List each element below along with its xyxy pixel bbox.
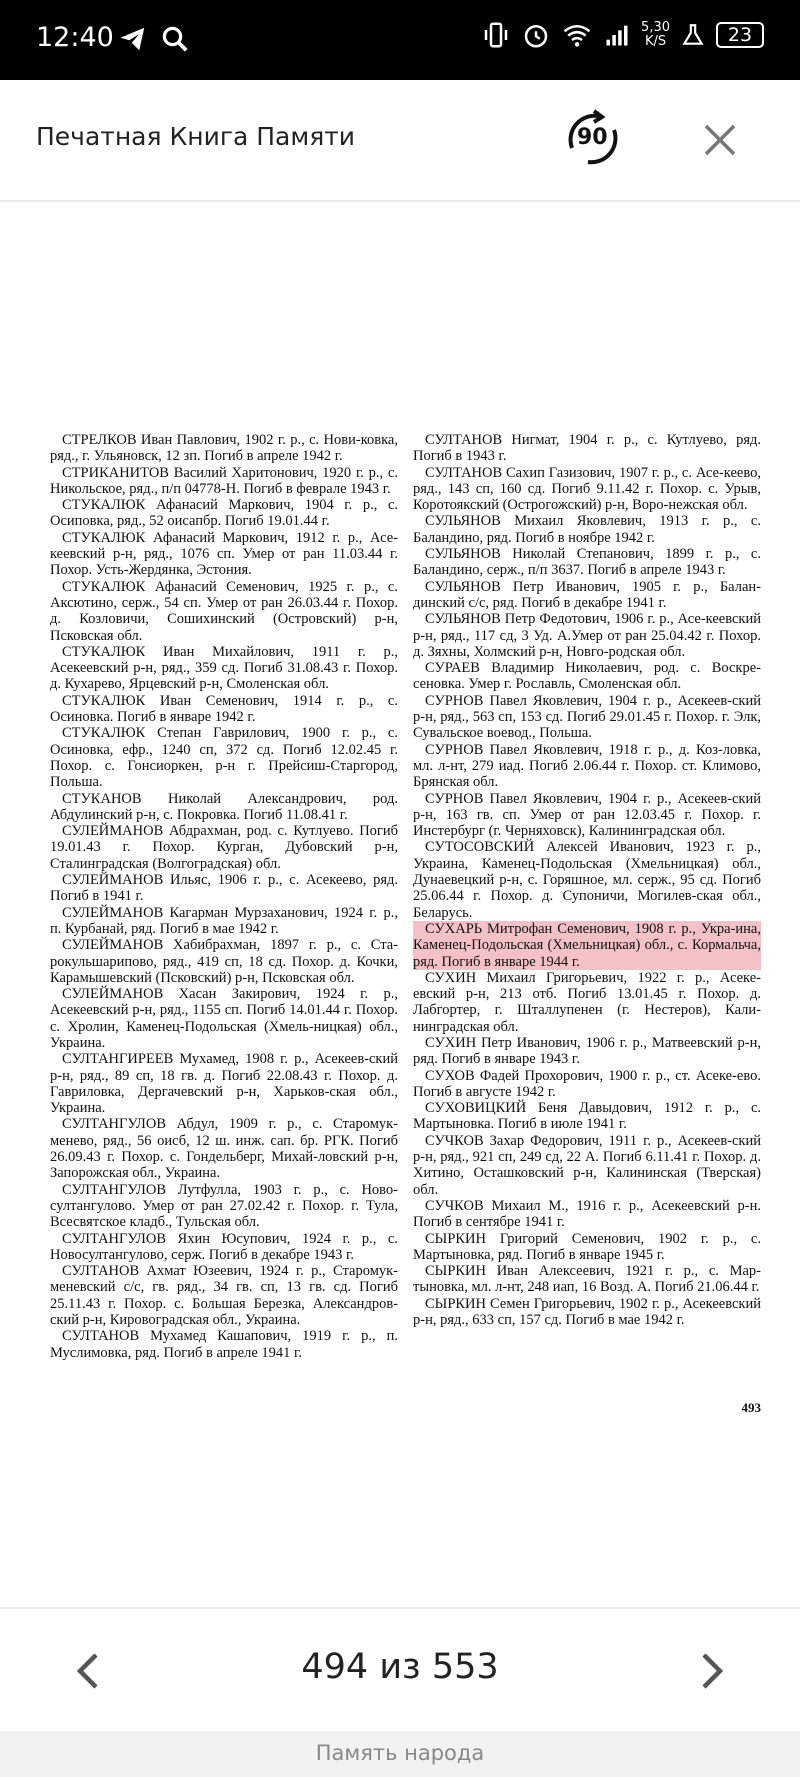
header-bar: [0, 80, 800, 202]
total-pages: 553: [431, 1647, 499, 1687]
memorial-entry: СУЛТАНГИРЕЕВ Мухамед, 1908 г. р., Асекеев-ский р-н, ряд., 89 сп, 18 гв. д. Погиб 22.08.43 г. Похор. д. Гавриловка, Дергачевский р-н, Харьков-ская обл., Украина.: [50, 1051, 398, 1117]
memorial-entry: СУЛТАНОВ Сахип Газизович, 1907 г. р., с. Асе-кеево, ряд., 143 сп, 160 сд. Погиб 9.11.42 г. Похор. с. Урыв, Коротоякский (Острогожский) р-н, Воро-нежская обл.: [413, 464, 761, 514]
close-icon: [700, 120, 740, 160]
alarm-icon: [521, 20, 551, 50]
rotate-button[interactable]: [560, 108, 626, 168]
page-navigation: [0, 1607, 800, 1731]
scanned-page: [40, 432, 775, 1642]
wifi-icon: [561, 20, 593, 50]
vibrate-icon: [481, 20, 511, 50]
memorial-entry: СУЛЕЙМАНОВ Абдрахман, род. с. Кутлуево. Погиб 19.01.43 г. Похор. Курган, Дубовский р-н, Сталинградская (Волгоградская) обл.: [50, 823, 398, 872]
network-speed: 5,30 K/S: [641, 20, 670, 49]
memorial-entry: СУЛЕЙМАНОВ Кагарман Мурзаханович, 1924 г. р., п. Курбанай, ряд. Погиб в мае 1942 г.: [50, 904, 398, 937]
memorial-entry: СТРИКАНИТОВ Василий Харитонович, 1920 г. р., с. Никольское, ряд., п/п 04778-Н. Погиб в феврале 1943 г.: [50, 464, 398, 497]
memorial-entry: СЫРКИН Семен Григорьевич, 1902 г. р., Асекеевский р-н, ряд., 633 сп, 157 сд. Погиб в мае 1942 г.: [413, 1295, 761, 1329]
memorial-entry: СУЛТАНГУЛОВ Абдул, 1909 г. р., с. Старомук-менево, ряд., 56 оисб, 12 ш. инж. сап. бр. РГК. Погиб 26.09.43 г. Похор. с. Гондельберг, Михай-ловский р-н, Запорожская обл., Украина.: [50, 1116, 398, 1182]
rotate-label: 90: [577, 125, 608, 150]
memorial-entry: СТУКАЛЮК Афанасий Маркович, 1904 г. р., с. Осиповка, ряд., 52 оисапбр. Погиб 19.01.44 г.: [50, 497, 398, 530]
highlighted-entry: СУХАРЬ Митрофан Семенович, 1908 г. р., Укра-ина, Каменец-Подольская (Хмельницкая) обл., с. Кормальча, ряд. Погиб в январе 1944 г.: [413, 920, 761, 970]
memorial-entry: СУРНОВ Павел Яковлевич, 1904 г. р., Асекеев-ский р-н, 163 гв. сп. Умер от ран 12.03.45 г. Похор. г. Инстербург (г. Черняховск), Калининградская обл.: [413, 790, 761, 840]
memorial-entry: СТУКАЛЮК Иван Семенович, 1914 г. р., с. Осиновка. Погиб в январе 1942 г.: [50, 692, 398, 726]
memorial-entry: СТУКАЛЮК Афанасий Маркович, 1912 г. р., Асе-кеевский р-н, ряд., 1076 сп. Умер от ран 11.03.44 г. Похор. Усть-Жердянка, Эстония.: [50, 529, 398, 579]
right-column: [413, 432, 761, 1328]
memorial-entry: СУХИН Петр Иванович, 1906 г. р., Матвеевский р-н, ряд. Погиб в январе 1943 г.: [413, 1034, 761, 1068]
flask-icon: [680, 20, 706, 50]
memorial-entry: СУЛЬЯНОВ Петр Иванович, 1905 г. р., Балан-динский с/с, ряд. Погиб в декабре 1941 г.: [413, 578, 761, 611]
memorial-entry: СУЛЕЙМАНОВ Хасан Закирович, 1924 г. р., Асекеевский р-н, ряд., 1155 сп. Погиб 14.01.44 г. Похор. с. Хролин, Каменец-Подольская (Хмель-ницкая) обл., Украина.: [50, 986, 398, 1051]
memorial-entry: СУЧКОВ Захар Федорович, 1911 г. р., Асекеев-ский р-н, ряд., 921 сп, 249 сд, 22 А. Погиб 6.11.41 г. Похор. д. Хитино, Осташковский р-н, Калининская (Тверская) обл.: [413, 1132, 761, 1198]
memorial-entry: СУРНОВ Павел Яковлевич, 1904 г. р., Асекеев-ский р-н, ряд., 563 сп, 153 сд. Погиб 29.01.45 г. Похор. г. Элк, Сувальское воевод., Польша.: [413, 692, 761, 742]
telegram-icon: [118, 24, 148, 54]
memorial-entry: СУХИН Михаил Григорьевич, 1922 г. р., Асеке-евский р-н, 213 отб. Погиб 13.01.45 г. Похор. д. Лабгортер, г. Шталлупенен (г. Нестеров), Кали-нинградская обл.: [413, 969, 761, 1035]
memorial-entry: СУЛТАНОВ Ахмат Юзеевич, 1924 г. р., Старомук-меневский с/с, гв. ряд., 34 гв. сп, 13 гв. сд. Погиб 25.11.43 г. Похор. с. Большая Березка, Александров-ский р-н, Кировоградская обл., Украина.: [50, 1263, 398, 1329]
memorial-entry: СУРНОВ Павел Яковлевич, 1918 г. р., д. Коз-ловка, мл. л-нт, 279 иад. Погиб 2.06.44 г. Похор. ст. Климово, Брянская обл.: [413, 741, 761, 791]
memorial-entry: СУЛЬЯНОВ Николай Степанович, 1899 г. р., с. Баландино, серж., п/п 3637. Погиб в апреле 1943 г.: [413, 546, 761, 579]
memorial-entry: СУЛЕЙМАНОВ Ильяс, 1906 г. р., с. Асекеево, ряд. Погиб в 1941 г.: [50, 872, 398, 905]
close-button[interactable]: [700, 120, 740, 160]
memorial-entry: СТУКАЛЮК Степан Гаврилович, 1900 г. р., с. Осиновка, ефр., 1240 сп, 372 сд. Погиб 12.02.45 г. Похор. с. Гонсиоркен, р-н г. Прейсиш-Старгород, Польша.: [50, 725, 398, 791]
left-column: [50, 432, 398, 1361]
app-footer: Память народа: [0, 1731, 800, 1777]
memorial-entry: СУЛТАНОВ Нигмат, 1904 г. р., с. Кутлуево, ряд. Погиб в 1943 г.: [413, 432, 761, 465]
memorial-entry: СУЛЕЙМАНОВ Хабибрахман, 1897 г. р., с. Ста-рокульшарипово, ряд., 419 сп, 18 сд. Похор. д. Кочки, Карамышевский (Псковский) р-н, Псковская обл.: [50, 937, 398, 986]
memorial-entry: СУХОВ Фадей Прохорович, 1900 г. р., ст. Асеке-ево. Погиб в августе 1942 г.: [413, 1067, 761, 1100]
page-title: Печатная Книга Памяти: [36, 122, 356, 151]
chevron-right-icon: [692, 1649, 732, 1693]
search-icon: [160, 24, 190, 54]
memorial-entry: СУЛТАНГУЛОВ Лутфулла, 1903 г. р., с. Ново-султангулово. Умер от ран 27.02.42 г. Похор. г. Тула, Всесвятское кладб., Тульская обл.: [50, 1181, 398, 1231]
document-viewer[interactable]: [0, 202, 800, 1607]
current-page: 494: [301, 1647, 369, 1687]
memorial-entry: СТУКАЛЮК Афанасий Семенович, 1925 г. р., с. Аксютино, серж., 54 сп. Умер от ран 26.03.44 г. Похор. д. Козловичи, Сошихинский (Островский) р-н, Псковская обл.: [50, 578, 398, 644]
memorial-entry: СУЛТАНГУЛОВ Яхин Юсупович, 1924 г. р., с. Новосултангулово, серж. Погиб в декабре 1943 г.: [50, 1230, 398, 1263]
memorial-entry: СТРЕЛКОВ Иван Павлович, 1902 г. р., с. Нови-ковка, ряд., г. Ульяновск, 12 зп. Погиб в апреле 1942 г.: [50, 432, 398, 465]
next-page-button[interactable]: [692, 1649, 732, 1693]
page-counter: [0, 1647, 800, 1687]
memorial-entry: СТУКАЛЮК Иван Михайлович, 1911 г. р., Асекеевский р-н, ряд., 359 сд. Погиб 31.08.43 г. Похор. д. Кухарево, Ярцевский р-н, Смоленская обл.: [50, 643, 398, 693]
signal-icon: [603, 20, 631, 50]
clock: 12:40: [36, 22, 114, 53]
memorial-entry: СЫРКИН Иван Алексеевич, 1921 г. р., с. Мар-тыновка, мл. л-нт, 248 иап, 16 Возд. А. Погиб 21.06.44 г.: [413, 1263, 761, 1296]
page-number: 493: [741, 1400, 761, 1415]
memorial-entry: СТУКАНОВ Николай Александрович, род. Абдулинский р-н, с. Покровка. Погиб 11.08.41 г.: [50, 790, 398, 823]
memorial-entry: СЫРКИН Григорий Семенович, 1902 г. р., с. Мартыновка, ряд. Погиб в январе 1945 г.: [413, 1230, 761, 1263]
memorial-entry: СУЛЬЯНОВ Петр Федотович, 1906 г. р., Асе-кеевский р-н, ряд., 117 сд, 3 Уд. А.Умер от ран 25.04.42 г. Похор. д. Зяхны, Холмский р-н, Новго-родская обл.: [413, 611, 761, 660]
memorial-entry: СУЧКОВ Михаил М., 1916 г. р., Асекеевский р-н. Погиб в сентябре 1941 г.: [413, 1197, 761, 1231]
page-separator: из: [379, 1647, 421, 1687]
memorial-entry: СУХОВИЦКИЙ Беня Давыдович, 1912 г. р., с. Мартыновка. Погиб в июле 1941 г.: [413, 1100, 761, 1133]
memorial-entry: СУЛТАНОВ Мухамед Кашапович, 1919 г. р., п. Муслимовка, ряд. Погиб в апреле 1941 г.: [50, 1328, 398, 1361]
memorial-entry: СУЛЬЯНОВ Михаил Яковлевич, 1913 г. р., с. Баландино, ряд. Погиб в ноябре 1942 г.: [413, 513, 761, 546]
battery-indicator: 23: [716, 22, 764, 48]
memorial-entry: СУТОСОВСКИЙ Алексей Иванович, 1923 г. р., Украина, Каменец-Подольская (Хмельницкая) обл., Дунаевецкий р-н, с. Горяшное, мл. серж., 95 сд. Погиб 25.06.44 г. Похор. д. Супоничи, Могилев-ская обл., Беларусь.: [413, 839, 761, 921]
status-bar: [0, 0, 800, 80]
memorial-entry: СУРАЕВ Владимир Николаевич, род. с. Воскре-сеновка. Умер г. Рославль, Смоленская обл.: [413, 660, 761, 693]
